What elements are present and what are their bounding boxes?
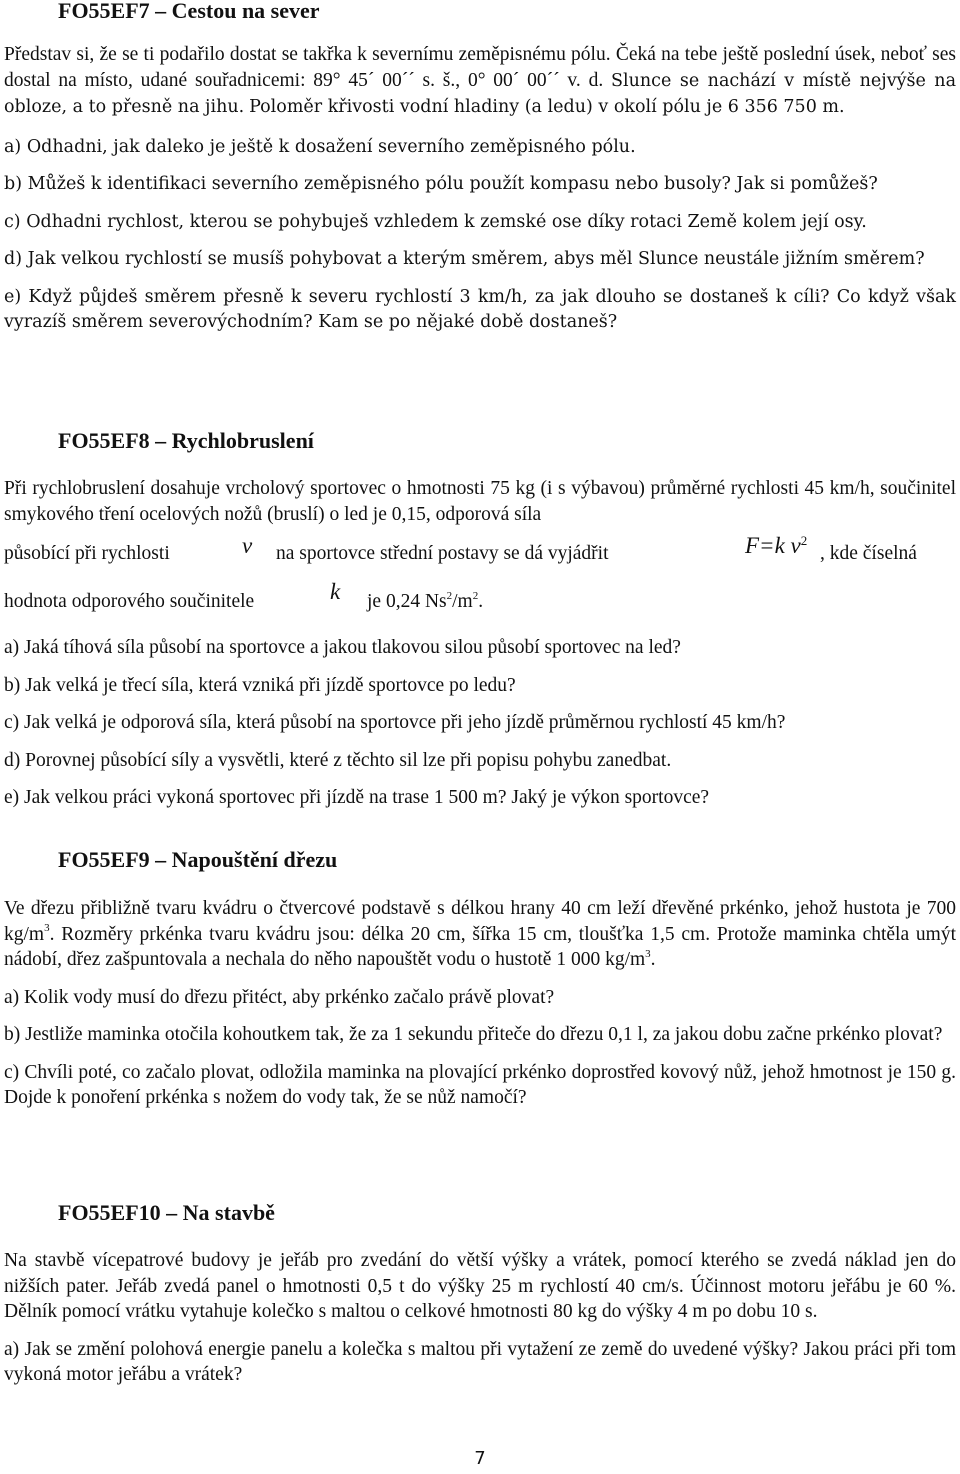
formula-exponent: 2 bbox=[800, 532, 808, 548]
intro-text: Poloměr křivosti vodní hladiny (a ledu) v okolí pólu je 6 356 750 m. bbox=[249, 97, 845, 117]
question-b: b) Můžeš k identifikaci severního zeměpisného pólu použít kompasu nebo busoly? Jak si pomůžeš? bbox=[4, 174, 878, 194]
question-e: e) Když půjdeš směrem přesně k severu rychlostí 3 km/h, za jak dlouho se dostaneš k cíli? Co když však vyrazíš směrem severovýchodním? Kam se po nějaké době dostaneš? bbox=[4, 286, 956, 332]
intro-text: Představ si, že se ti podařilo dostat se takřka k severnímu zeměpisnému pólu. Čeká na tebe ještě poslední úsek, neboť ses dostal na místo, udané souřadnicemi: 89° 45´ 00´´ s. š., 0° 00´ 00´´ v. d. bbox=[4, 44, 956, 91]
variable-k: k bbox=[330, 579, 341, 604]
section-title: FO55EF10 – Na stavbě bbox=[58, 1200, 275, 1225]
text: je 0,24 $Ns^2/m^2$. bbox=[367, 589, 484, 612]
question-a: a) Odhadni, jak daleko je ještě k dosažení severního zeměpisného pólu. bbox=[4, 136, 636, 157]
section-title: FO55EF8 – Rychlobruslení bbox=[58, 428, 314, 453]
intro-text: Slunce se nachází v místě nejvýše na obloze, a to přesně na jihu. bbox=[4, 70, 957, 117]
text: na sportovce střední postavy se dá vyjádřit bbox=[276, 543, 609, 564]
formula-text: F=k v bbox=[745, 533, 801, 558]
paragraph bbox=[4, 42, 956, 121]
question-e: e) Jak velkou práci vykoná sportovec při jízdě na trase 1 500 m? Jaký je výkon sportovce? bbox=[4, 787, 710, 808]
paragraph: Na stavbě vícepatrové budovy je jeřáb pro zvedání do větší výšky a vrátek, pomocí kterého se zvedá náklad jen do nižších pater. Jeřáb zvedá panel o hmotnosti 0,5 t do výšky 25 m rychlostí 40 cm/s. Účinnost motoru jeřábu je 60 %. Dělník pomocí vrátku vytahuje kolečko s maltou o celkové hmotnosti 80 kg do výšky 4 m po dobu 10 s. bbox=[4, 1250, 956, 1322]
question-d: d) Porovnej působící síly a vysvětli, které z těchto sil lze při popisu pohybu zanedbat. bbox=[4, 749, 672, 771]
question-a: a) Jaká tíhová síla působí na sportovce a jakou tlakovou silou působí sportovec na led? bbox=[4, 637, 681, 658]
question-a: a) Jak se změní polohová energie panelu a kolečka s maltou při vytažení ze země do uvedené výšky? Jakou práci při tom vykoná motor jeřábu a vrátek? bbox=[4, 1338, 956, 1385]
question-b: b) Jak velká je třecí síla, která vzniká při jízdě sportovce po ledu? bbox=[4, 674, 516, 696]
page-number: 7 bbox=[474, 1448, 486, 1469]
paragraph: Ve dřezu přibližně tvaru kvádru o čtvercové podstavě s délkou hrany 40 cm leží dřevěné prkénko, jehož hustota je 700 $kg/m^3$. Rozměry prkénka tvaru kvádru jsou: délka 20 cm, šířka 15 cm, tloušťka 1,5 cm. Protože maminka chtěla umýt nádobí, dřez zašpuntovala a nechala do něho napouštět vodu o hustotě 1 000 $kg/m^3$. bbox=[4, 898, 956, 970]
formula-row bbox=[4, 531, 956, 571]
paragraph: Při rychlobruslení dosahuje vrcholový sportovec o hmotnosti 75 kg (i s výbavou) průměrné rychlosti 45 km/h, součinitel smykového tření ocelových nožů (bruslí) o led je 0,15, odporová síla bbox=[4, 478, 956, 525]
question-a: a) Kolik vody musí do dřezu přitéct, aby prkénko začalo právě plovat? bbox=[4, 986, 555, 1008]
section-title: FO55EF9 – Napouštění dřezu bbox=[58, 847, 338, 872]
question-b: b) Jestliže maminka otočila kohoutkem tak, že za 1 sekundu přiteče do dřezu 0,1 l, za jakou dobu začne prkénko plovat? bbox=[4, 1024, 943, 1045]
question-c: c) Chvíli poté, co začalo plovat, odložila maminka na plovající prkénko doprostřed kovový nůž, jehož hmotnost je 150 g. Dojde k ponoření prkénka s nožem do vody tak, že se nůž namočí? bbox=[4, 1061, 956, 1108]
variable-v: v bbox=[242, 533, 253, 558]
formula bbox=[745, 533, 807, 559]
question-c: c) Jak velká je odporová síla, která působí na sportovce při jeho jízdě průměrnou rychlostí 45 km/h? bbox=[4, 712, 786, 733]
formula-row bbox=[4, 579, 956, 619]
text: , kde číselná bbox=[820, 543, 917, 564]
question-c: c) Odhadni rychlost, kterou se pohybuješ vzhledem k zemské ose díky rotaci Země kolem její osy. bbox=[4, 211, 867, 232]
question-d: d) Jak velkou rychlostí se musíš pohybovat a kterým směrem, abys měl Slunce neustále jižním směrem? bbox=[4, 249, 925, 269]
text: působící při rychlosti bbox=[4, 543, 170, 564]
text: hodnota odporového součinitele bbox=[4, 591, 255, 612]
section-title: FO55EF7 – Cestou na sever bbox=[58, 0, 320, 23]
